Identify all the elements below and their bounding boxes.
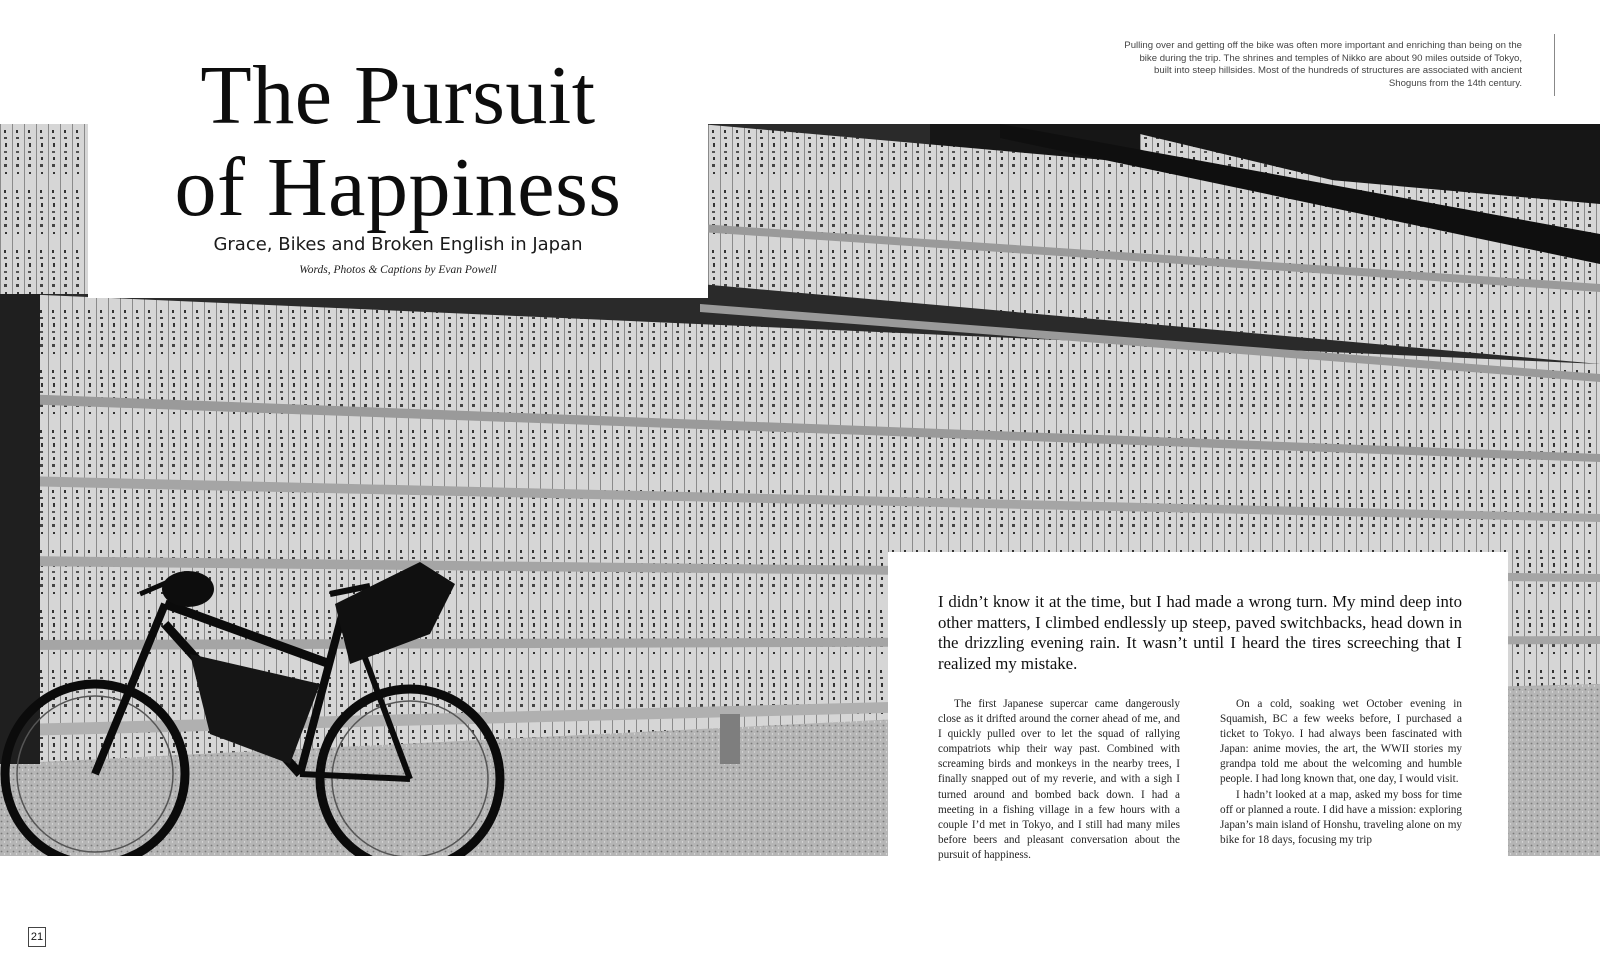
body-paragraph: On a cold, soaking wet October evening in Squamish, BC a few weeks before, I purchased a ticket to Tokyo. I had always been fascinated with Japan: anime movies, the art, the WWII stories my grandpa told me about the welcoming and humble people. I had long known that, one day, I would visit. (1220, 698, 1462, 786)
title-line-1: The Pursuit (200, 49, 596, 142)
photo-caption: Pulling over and getting off the bike was often more important and enriching than being on the bike during the trip. The shrines and temples of Nikko are about 90 miles outside of Tokyo, built into steep hillsides. Most of the hundreds of structures are associated with ancient Shoguns from the 14th century. (1124, 40, 1522, 89)
article-subtitle: Grace, Bikes and Broken English in Japan (213, 234, 583, 255)
caption-divider (1554, 34, 1555, 96)
article-title (88, 50, 708, 234)
page-number: 21 (28, 927, 46, 947)
body-paragraph: The first Japanese supercar came dangerously close as it drifted around the corner ahead of me, and I quickly pulled over to let the squad of rallying compatriots whip their way past. Combined with screaming birds and monkeys in the nearby trees, I finally snapped out of my reverie, and with a sigh I turned around and bombed back down. I had a meeting in a fishing village in a few hours with a couple I’d met in Tokyo, and I still had many miles before beers and pleasant conversation about the pursuit of happiness. (938, 698, 1180, 861)
body-text-box (888, 552, 1508, 861)
article-byline: Words, Photos & Captions by Evan Powell (299, 264, 497, 276)
body-column-2 (1220, 697, 1462, 848)
body-paragraph: I hadn’t looked at a map, asked my boss for time off or planned a route. I did have a mission: exploring Japan’s main island of Honshu, traveling alone on my bike for 18 days, focusing my trip (1220, 788, 1462, 846)
title-block (88, 0, 708, 298)
title-line-2: of Happiness (174, 141, 622, 234)
lead-paragraph: I didn’t know it at the time, but I had made a wrong turn. My mind deep into other matters, I climbed endlessly up steep, paved switchbacks, head down in the drizzling evening rain. It wasn’t until I heard the tires screeching that I realized my mistake. (938, 592, 1462, 673)
body-column-1 (938, 697, 1180, 863)
